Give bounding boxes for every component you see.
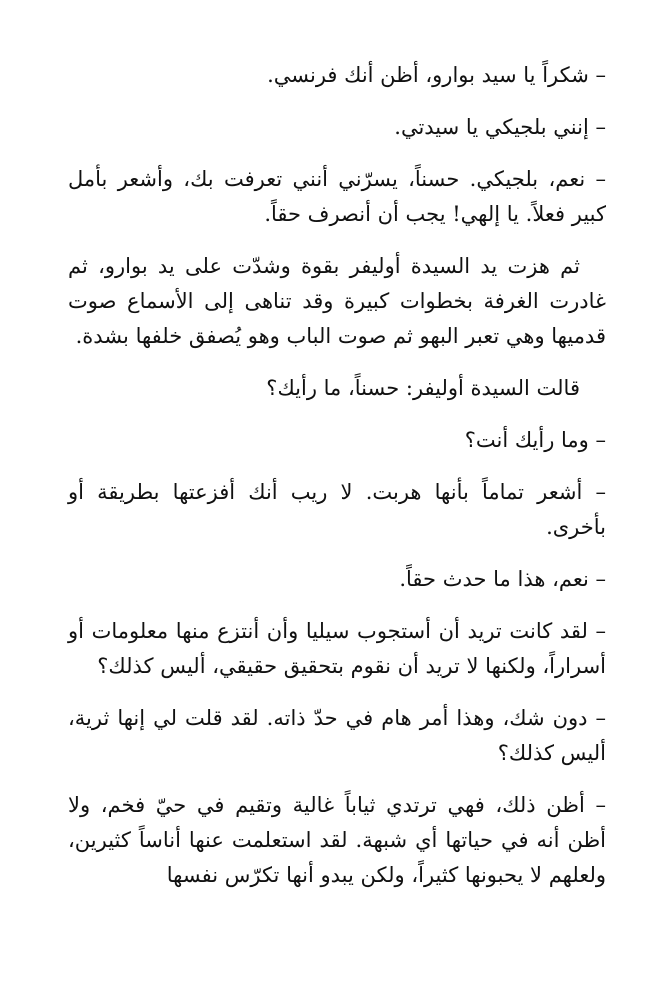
dialogue-line: – لقد كانت تريد أن أستجوب سيليا وأن أنتزع منها معلومات أو أسراراً، ولكنها لا تريد أن نقوم بتحقيق حقيقي، أليس كذلك؟ [68, 619, 606, 678]
dialogue-line: – دون شك، وهذا أمر هام في حدّ ذاته. لقد قلت لي إنها ثرية، أليس كذلك؟ [68, 706, 606, 765]
dialogue-line: – إنني بلجيكي يا سيدتي. [394, 115, 606, 139]
narrative-paragraph: قالت السيدة أوليفر: حسناً، ما رأيك؟ [266, 376, 580, 400]
book-page [68, 58, 606, 893]
narrative-paragraph: ثم هزت يد السيدة أوليفر بقوة وشدّت على يد بوارو، ثم غادرت الغرفة بخطوات كبيرة وقد تناهى إلى الأسماع صوت قدميها وهي تعبر البهو ثم صوت الباب وهو يُصفق خلفها بشدة. [68, 254, 606, 348]
dialogue-line: – أشعر تماماً بأنها هربت. لا ريب أنك أفزعتها بطريقة أو بأخرى. [68, 480, 606, 539]
dialogue-line: – نعم، بلجيكي. حسناً، يسرّني أنني تعرفت بك، وأشعر بأمل كبير فعلاً. يا إلهي! يجب أن أنصرف حقاً. [68, 167, 606, 226]
dialogue-line: – شكراً يا سيد بوارو، أظن أنك فرنسي. [267, 63, 606, 87]
dialogue-line: – وما رأيك أنت؟ [464, 428, 606, 452]
dialogue-line: – نعم، هذا ما حدث حقاً. [399, 567, 606, 591]
dialogue-line: – أظن ذلك، فهي ترتدي ثياباً غالية وتقيم في حيّ فخم، ولا أظن أنه في حياتها أي شبهة. لقد استعلمت عنها أناساً كثيرين، ولعلهم لا يحبونها كثيراً، ولكن يبدو أنها تكرّس نفسها [68, 793, 606, 887]
